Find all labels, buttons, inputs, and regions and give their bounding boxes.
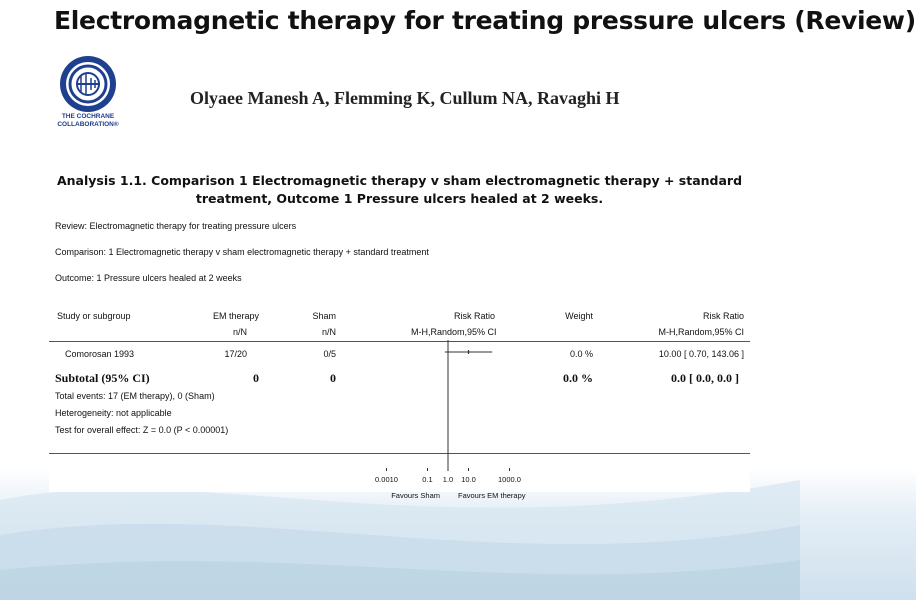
outcome-line: Outcome: 1 Pressure ulcers healed at 2 weeks	[55, 273, 242, 283]
header-study: Study or subgroup	[57, 311, 131, 321]
axis-tick-label: 0.0010	[375, 475, 398, 484]
authors: Olyaee Manesh A, Flemming K, Cullum NA, Ravaghi H	[190, 88, 620, 108]
header-risk-ratio: Risk Ratio	[453, 311, 495, 321]
logo-text: THE COCHRANE COLLABORATION®	[57, 113, 119, 128]
row-em: 17/20	[224, 349, 247, 359]
axis-tick-label: 1.0	[442, 475, 454, 484]
header-sham: Sham	[312, 311, 336, 321]
subtotal-risk-ratio: 0.0 [ 0.0, 0.0 ]	[671, 371, 739, 385]
axis-tick-label: 0.1	[422, 475, 433, 484]
row-sham: 0/5	[323, 349, 336, 359]
row-weight: 0.0 %	[569, 349, 593, 359]
header-em-sub: n/N	[232, 327, 247, 337]
header-risk-ratio-2-sub: M-H,Random,95% CI	[658, 327, 744, 337]
header-risk-ratio-2: Risk Ratio	[702, 311, 744, 321]
header-em: EM therapy	[212, 311, 259, 321]
axis-tick-label: 10.0	[461, 475, 476, 484]
subtotal-sham: 0	[330, 371, 336, 385]
review-line: Review: Electromagnetic therapy for treating pressure ulcers	[55, 221, 297, 231]
comparison-line: Comparison: 1 Electromagnetic therapy v sham electromagnetic therapy + standard treatment	[55, 247, 429, 257]
document-title: Electromagnetic therapy for treating pressure ulcers (Review)	[54, 6, 916, 35]
axis-tick-label: 1000.0	[498, 475, 521, 484]
total-events: Total events: 17 (EM therapy), 0 (Sham)	[55, 391, 215, 401]
favours-right-label: Favours EM therapy	[458, 491, 526, 500]
header-risk-ratio-sub: M-H,Random,95% CI	[411, 327, 497, 337]
subtotal-label: Subtotal (95% CI)	[55, 371, 150, 385]
header-weight: Weight	[565, 311, 593, 321]
row-risk-ratio: 10.00 [ 0.70, 143.06 ]	[658, 349, 744, 359]
analysis-panel	[49, 168, 750, 500]
header-sham-sub: n/N	[321, 327, 336, 337]
forest-plot	[49, 168, 750, 500]
heterogeneity: Heterogeneity: not applicable	[55, 408, 172, 418]
row-study: Comorosan 1993	[65, 349, 135, 359]
subtotal-em: 0	[253, 371, 259, 385]
subtotal-weight: 0.0 %	[563, 371, 593, 385]
analysis-title: Analysis 1.1. Comparison 1 Electromagnetic therapy v sham electromagnetic therapy + standard treatment, Outcome 1 Pressure ulcers healed at 2 weeks.	[56, 173, 743, 206]
favours-left-label: Favours Sham	[391, 491, 440, 500]
overall-effect-test: Test for overall effect: Z = 0.0 (P < 0.00001)	[55, 425, 229, 435]
